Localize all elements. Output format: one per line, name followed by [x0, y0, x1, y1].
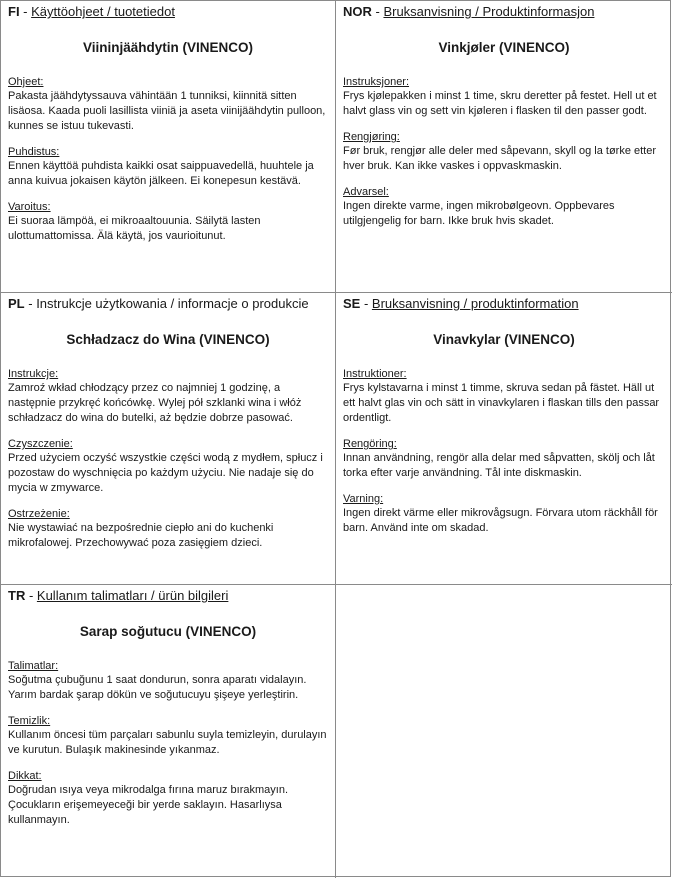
section-body: Przed użyciem oczyść wszystkie części wodą z mydłem, spłucz i pozostaw do wyschnięcia po każdym użyciu. Nie nadaje się do mycia w zmywarce. — [8, 452, 323, 494]
section-heading: Temizlik: — [8, 715, 51, 727]
cell-se — [336, 293, 672, 585]
language-header: SE - Bruksanvisning / produktinformation — [343, 296, 579, 311]
language-code: NOR — [343, 4, 372, 19]
section-heading: Varoitus: — [8, 201, 51, 213]
section-cleaning — [8, 145, 328, 189]
section-body: Kullanım öncesi tüm parçaları sabunlu suyla temizleyin, durulayın ve kurutun. Bulaşık makinesinde yıkanmaz. — [8, 729, 327, 756]
section-heading: Ohjeet: — [8, 76, 44, 88]
section-instructions — [8, 367, 328, 426]
section-body: Zamroź wkład chłodzący przez co najmniej 1 godzinę, a następnie przykręć końcówkę. Wylej pół szklanki wina i włóż schładzacz do wina do butelki, aż będzie dobrze pasować. — [8, 382, 302, 424]
section-cleaning — [8, 437, 328, 496]
section-warning — [343, 185, 665, 229]
section-body: Frys kjølepakken i minst 1 time, skru deretter på festet. Hell ut et halvt glass vin og sett vin kjøleren i flasken til den passer godt. — [343, 90, 657, 117]
product-title: Schładzacz do Wina (VINENCO) — [66, 332, 270, 347]
language-header: PL - Instrukcje użytkowania / informacje o produkcie — [8, 296, 309, 311]
section-cleaning — [343, 130, 665, 174]
language-subtitle: Instrukcje użytkowania / informacje o produkcie — [36, 296, 309, 311]
section-instructions — [8, 659, 328, 703]
section-heading: Varning: — [343, 493, 384, 505]
language-subtitle: Kullanım talimatları / ürün bilgileri — [36, 588, 229, 603]
section-instructions — [8, 75, 328, 134]
section-heading: Dikkat: — [8, 770, 42, 782]
language-header: TR - Kullanım talimatları / ürün bilgileri — [8, 588, 229, 603]
language-code: SE — [343, 296, 361, 311]
product-title: Sarap soğutucu (VINENCO) — [79, 624, 257, 639]
section-body: Pakasta jäähdytyssauva vähintään 1 tunniksi, kiinnitä sitten lisäosa. Kaada puoli lasillista viiniä ja aseta viinijäähdytin pulloon, kunnes se istuu tukevasti. — [8, 90, 326, 132]
product-title: Viininjäähdytin (VINENCO) — [82, 40, 253, 55]
section-heading: Czyszczenie: — [8, 438, 73, 450]
section-body: Ei suoraa lämpöä, ei mikroaaltouunia. Säilytä lasten ulottumattomissa. Älä käytä, jos vaurioitunut. — [8, 215, 261, 242]
language-subtitle: Bruksanvisning / Produktinformasjon — [383, 4, 595, 19]
section-body: Ennen käyttöä puhdista kaikki osat saippuavedellä, huuhtele ja anna kuivua jokaisen käytön jälkeen. Ei konepesun kestävä. — [8, 160, 314, 187]
cell-pl — [1, 293, 336, 585]
section-heading: Instrukcje: — [8, 368, 59, 380]
section-instructions — [343, 75, 665, 119]
section-warning — [8, 200, 328, 244]
section-body: Før bruk, rengjør alle deler med såpevann, skyll og la tørke etter hver bruk. Kan ikke vaskes i oppvaskmaskin. — [343, 145, 657, 172]
language-code: FI — [8, 4, 20, 19]
section-body: Nie wystawiać na bezpośrednie ciepło ani do kuchenki mikrofalowej. Przechowywać poza zasięgiem dzieci. — [8, 522, 274, 549]
product-title: Vinavkylar (VINENCO) — [433, 332, 575, 347]
section-heading: Advarsel: — [343, 186, 389, 198]
language-header: NOR - Bruksanvisning / Produktinformasjon — [343, 4, 595, 19]
section-body: Innan användning, rengör alla delar med såpvatten, skölj och låt torka efter varje användning. Tål inte diskmaskin. — [343, 452, 655, 479]
language-subtitle: Bruksanvisning / produktinformation — [371, 296, 579, 311]
cell-fi — [1, 1, 336, 293]
section-body: Ingen direkte varme, ingen mikrobølgeovn. Oppbevares utilgjengelig for barn. Ikke bruk hvis skadet. — [343, 200, 615, 227]
section-warning — [8, 507, 328, 551]
section-heading: Puhdistus: — [8, 146, 60, 158]
section-body: Doğrudan ısıya veya mikrodalga fırına maruz bırakmayın. Çocukların erişemeyeceği bir yerde saklayın. Hasarlıysa kullanmayın. — [8, 784, 289, 826]
section-cleaning — [343, 437, 665, 481]
language-header: FI - Käyttöohjeet / tuotetiedot — [8, 4, 175, 19]
empty-cell — [336, 585, 672, 878]
cell-tr — [1, 585, 336, 878]
section-heading: Rengjøring: — [343, 131, 400, 143]
language-code: PL — [8, 296, 25, 311]
section-body: Ingen direkt värme eller mikrovågsugn. Förvara utom räckhåll för barn. Använd inte om skadad. — [343, 507, 658, 534]
section-body: Frys kylstavarna i minst 1 timme, skruva sedan på fästet. Häll ut ett halvt glas vin och sätt in vinavkylaren i flaskan tills den passar ordentligt. — [343, 382, 660, 424]
section-heading: Rengöring: — [343, 438, 397, 450]
product-title: Vinkjøler (VINENCO) — [438, 40, 570, 55]
section-heading: Talimatlar: — [8, 660, 59, 672]
section-heading: Ostrzeżenie: — [8, 508, 70, 520]
language-code: TR — [8, 588, 26, 603]
language-subtitle: Käyttöohjeet / tuotetiedot — [31, 4, 175, 19]
section-body: Soğutma çubuğunu 1 saat dondurun, sonra aparatı vidalayın. Yarım bardak şarap dökün ve soğutucuyu şişeye yerleştirin. — [8, 674, 307, 701]
section-heading: Instruktioner: — [343, 368, 407, 380]
section-warning — [8, 769, 328, 828]
section-heading: Instruksjoner: — [343, 76, 410, 88]
section-instructions — [343, 367, 665, 426]
section-cleaning — [8, 714, 328, 758]
cell-nor — [336, 1, 672, 293]
section-warning — [343, 492, 665, 536]
